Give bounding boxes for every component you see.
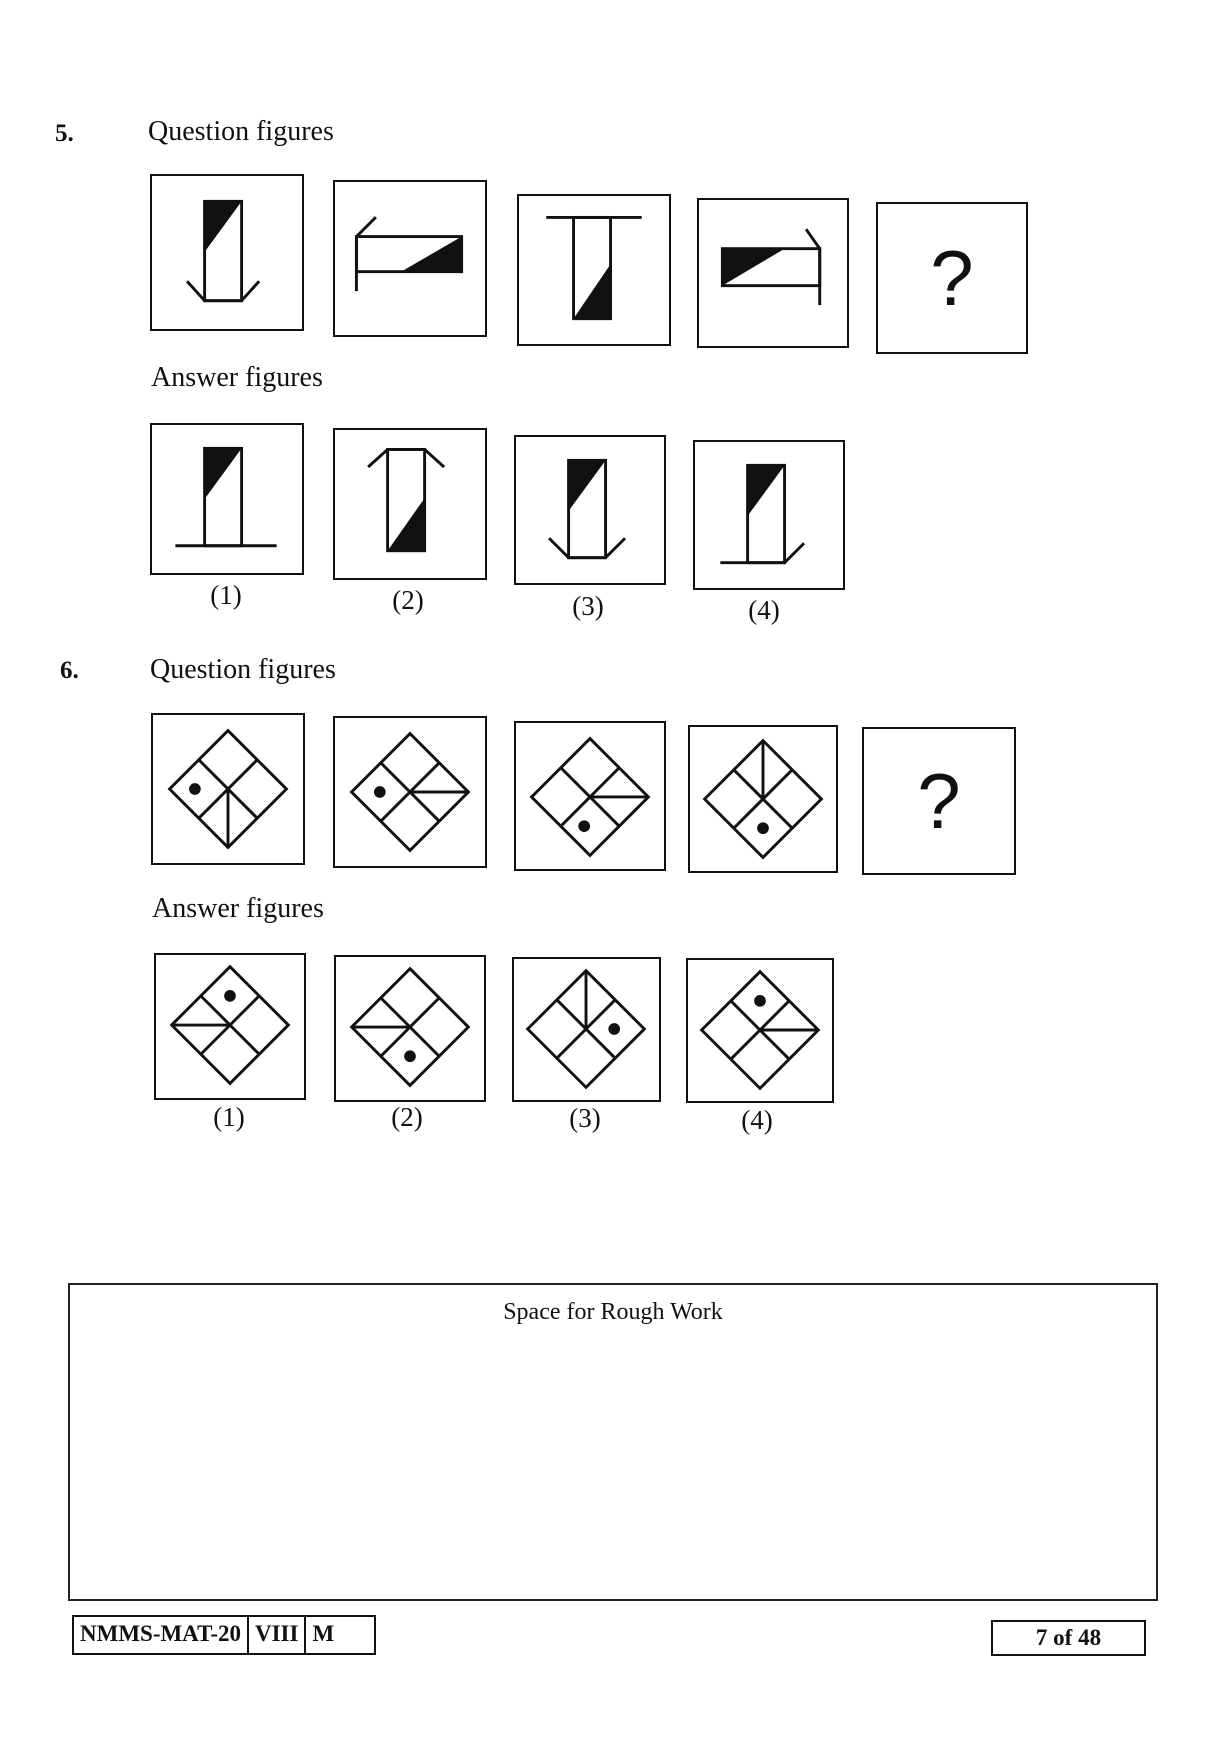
question-mark: ?: [930, 233, 974, 322]
q5-option-3-label: (3): [572, 591, 604, 621]
q5-answer-figure-4[interactable]: [693, 440, 845, 590]
q5-option-1-label: (1): [210, 580, 242, 610]
q5-question-figure-1: [150, 174, 304, 331]
q5-option-2-label: (2): [392, 585, 424, 615]
rough-work-title: Space for Rough Work: [503, 1299, 723, 1325]
question-5-question-heading: Question figures: [148, 116, 334, 147]
q6-answer-figure-4[interactable]: [686, 958, 834, 1103]
q5-question-figure-2: [333, 180, 487, 337]
q5-question-figure-4: [697, 198, 849, 348]
question-6-answer-heading: Answer figures: [152, 893, 324, 924]
q6-answer-figure-3[interactable]: [512, 957, 661, 1102]
q6-question-figure-2: [333, 716, 487, 868]
q6-option-3-label: (3): [569, 1103, 601, 1133]
q6-option-4-label: (4): [741, 1105, 773, 1135]
question-6-question-heading: Question figures: [150, 654, 336, 685]
medium-code: M: [304, 1617, 374, 1653]
q5-answer-figure-2[interactable]: [333, 428, 487, 580]
q5-option-4-label: (4): [748, 595, 780, 625]
question-mark: ?: [917, 756, 961, 845]
page-number: 7 of 48: [991, 1620, 1146, 1656]
q6-question-figure-4: [688, 725, 838, 873]
q6-question-mark-box: [862, 727, 1016, 875]
q6-answer-figure-2[interactable]: [334, 955, 486, 1102]
q6-option-1-label: (1): [213, 1102, 245, 1132]
class-code: VIII: [247, 1617, 304, 1653]
footer-code-boxes: [72, 1615, 376, 1655]
q6-option-2-label: (2): [391, 1102, 423, 1132]
question-5-number: 5.: [55, 120, 74, 147]
paper-code: NMMS-MAT-20: [80, 1621, 241, 1646]
q5-question-figure-3: [517, 194, 671, 346]
question-6-number: 6.: [60, 657, 79, 684]
question-5-answer-heading: Answer figures: [151, 362, 323, 393]
q6-answer-figure-1[interactable]: [154, 953, 306, 1100]
q5-answer-figure-3[interactable]: [514, 435, 666, 585]
q6-question-figure-1: [151, 713, 305, 865]
q5-question-mark-box: [876, 202, 1028, 354]
rough-work-box[interactable]: [68, 1283, 1158, 1601]
q5-answer-figure-1[interactable]: [150, 423, 304, 575]
q6-question-figure-3: [514, 721, 666, 871]
